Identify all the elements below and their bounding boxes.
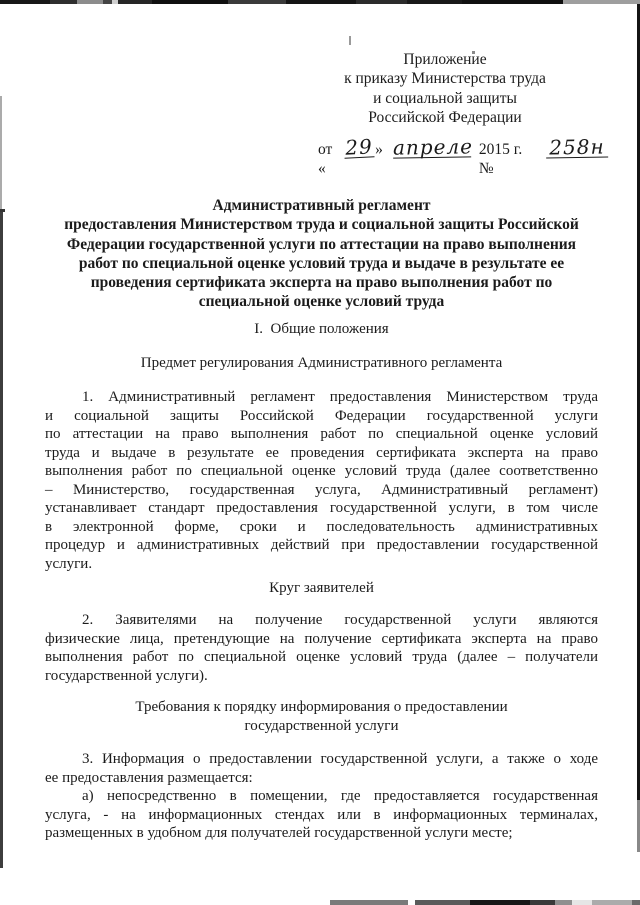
- date-prefix: от «: [318, 141, 333, 177]
- text-line: по аттестации на право выполнения работ по специальной оценке условий: [45, 426, 598, 442]
- handwritten-month: апреле: [392, 134, 474, 160]
- text-line: Административный регламент: [212, 197, 431, 214]
- text-line: ее предоставления размещается:: [45, 769, 253, 786]
- subsection-heading-applicants: Круг заявителей: [269, 580, 374, 596]
- subsection-heading-information: [45, 698, 598, 735]
- text-line: Российской Федерации: [368, 109, 522, 127]
- text-line: и социальной защиты: [373, 89, 517, 107]
- text-line: и социальной защиты Российской Федерации государственной услуги: [45, 407, 598, 424]
- text-line: государственной услуги: [244, 717, 399, 734]
- text-line: работ по специальной оценке условий труда и выдаче в результате ее: [78, 254, 565, 272]
- subsection-heading-subject: Предмет регулирования Административного регламента: [140, 355, 503, 371]
- paragraph-2: [45, 611, 598, 685]
- text-line: государственной услуги).: [45, 667, 208, 684]
- text-line: выполнения работ по специальной оценке условий труда (далее – получатели: [45, 649, 598, 665]
- text-line: Приложение: [403, 51, 487, 68]
- text-line: в электронной форме, сроки и последовательность административных: [45, 518, 598, 535]
- text-line: услуги.: [45, 555, 93, 572]
- appendix-label: [330, 50, 560, 128]
- text-line: к приказу Министерства труда: [344, 70, 546, 88]
- order-date-line: [318, 134, 608, 178]
- scan-edge-left-dark: [0, 212, 3, 868]
- handwritten-day: 29: [344, 134, 374, 160]
- section-heading-general-provisions: I. Общие положения: [254, 321, 389, 337]
- text-line: 1. Административный регламент предоставления Министерством труда: [82, 389, 598, 405]
- text-line: – Министерство, государственная услуга, Административный регламент): [45, 481, 598, 498]
- date-middle: 2015 г. №: [478, 141, 523, 177]
- text-line: 2. Заявителями на получение государственной услуги являются: [82, 612, 598, 628]
- text-line: размещенных в удобном для получателей государственной услуги месте;: [45, 825, 513, 841]
- text-line: устанавливает стандарт предоставления государственной услуги, в том числе: [45, 500, 598, 516]
- scan-edge-left-light: [0, 96, 2, 212]
- text-line: а) непосредственно в помещении, где предоставляется государственная: [82, 788, 598, 804]
- text-line: Федерации государственной услуги по аттестации на право выполнения: [66, 235, 577, 253]
- text-line: труда и выдаче в результате ее проведения сертификата эксперта на право: [45, 444, 598, 461]
- text-line: проведения сертификата эксперта на право выполнения работ по: [90, 274, 553, 292]
- text-line: 3. Информация о предоставлении государственной услуги, а также о ходе: [82, 751, 598, 767]
- handwritten-order-number: 258н: [546, 136, 608, 158]
- scan-edge-bottom: [330, 900, 640, 905]
- text-line: физические лица, претендующие на получение сертификата эксперта на право: [45, 630, 598, 647]
- scan-edge-left-tick: [0, 209, 5, 212]
- paragraph-3: [45, 750, 598, 843]
- text-line: специальной оценке условий труда: [198, 293, 445, 311]
- paragraph-1: [45, 388, 598, 573]
- document-title: [40, 196, 603, 312]
- text-line: Требования к порядку информирования о предоставлении: [135, 699, 508, 715]
- text-line: выполнения работ по специальной оценке условий труда (далее соответственно: [45, 463, 598, 479]
- text-line: услуга, - на информационных стендах или в информационных терминалах,: [45, 806, 598, 823]
- scan-speck: [349, 36, 351, 45]
- scan-edge-top: [0, 0, 640, 4]
- text-line: процедур и административных действий при предоставлении государственной: [45, 537, 598, 553]
- date-close-quote: »: [375, 141, 383, 158]
- text-line: предоставления Министерством труда и социальной защиты Российской: [64, 216, 579, 234]
